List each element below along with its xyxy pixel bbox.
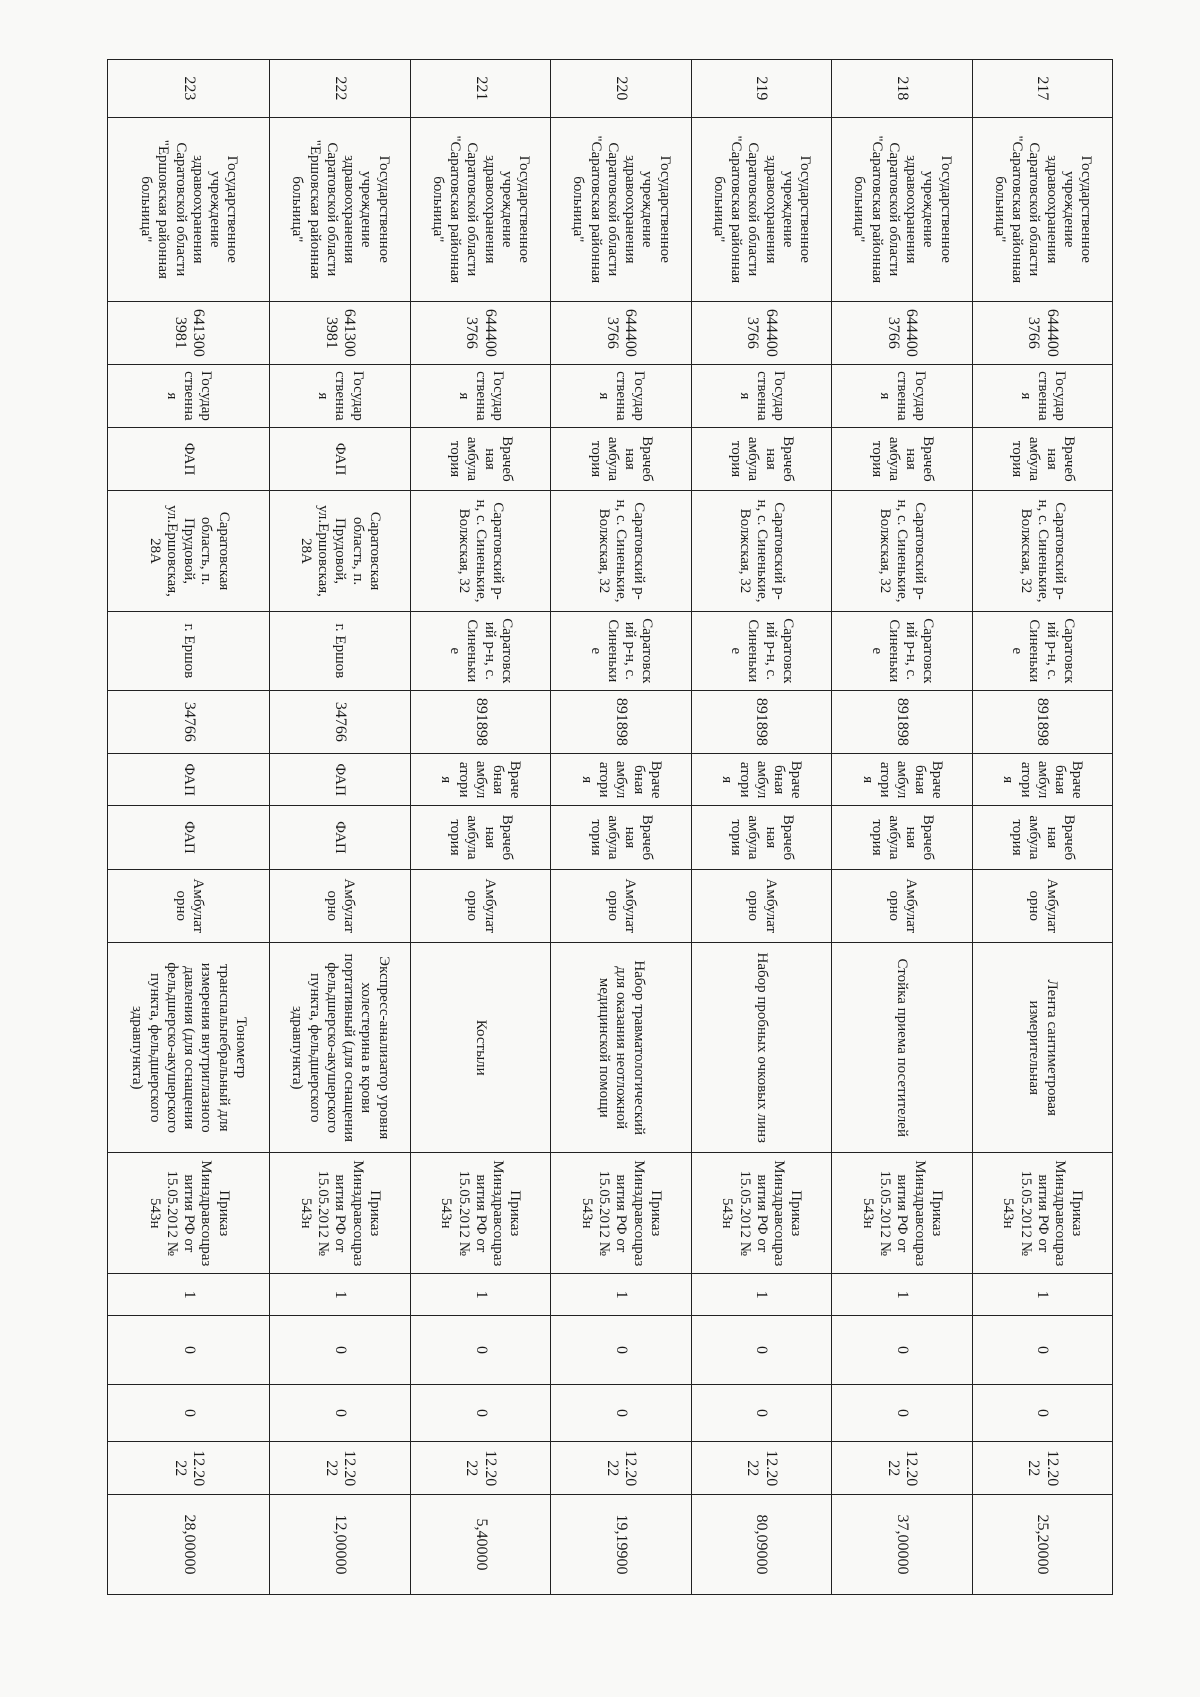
inn-code: 6413003981 xyxy=(108,301,270,364)
care-form: Амбулаторно xyxy=(972,869,1112,943)
locality: г. Ершов xyxy=(108,611,270,690)
unit-type-2: Врачебная амбулатория xyxy=(972,753,1112,806)
organization-name: Государственное учреждение здравоохранения Саратовской области "Саратовская районная больница" xyxy=(691,117,831,301)
equipment-name: Тонометр транспальпебральный для измерения внутриглазного давления (для оснащения фельдшерско-акушерского пункта, фельдшерского здравпункта) xyxy=(108,943,270,1153)
row-number: 221 xyxy=(410,60,550,118)
unit-address: Саратовская область, п. Прудовой, ул.Ершовская, 28А xyxy=(270,491,410,612)
table-row xyxy=(832,60,972,1595)
row-number: 220 xyxy=(551,60,691,118)
equipment-name: Костыли xyxy=(410,943,550,1153)
unit-type-2: ФАП xyxy=(108,753,270,806)
ownership-form: Государственная xyxy=(972,364,1112,427)
unit-type-2: Врачебная амбулатория xyxy=(410,753,550,806)
cost-value: 19,19900 xyxy=(551,1495,691,1595)
population: 891898 xyxy=(832,690,972,753)
unit-type-3: Врачебная амбулатория xyxy=(691,806,831,869)
care-form: Амбулаторно xyxy=(270,869,410,943)
available-count: 0 xyxy=(972,1316,1112,1384)
rotated-table-container xyxy=(107,59,1113,1595)
inn-code: 6444003766 xyxy=(691,301,831,364)
locality: Саратовский р-н, с. Синенькие xyxy=(832,611,972,690)
equipment-table xyxy=(107,59,1113,1595)
unit-type-3: Врачебная амбулатория xyxy=(551,806,691,869)
unit-type-2: Врачебная амбулатория xyxy=(691,753,831,806)
care-form: Амбулаторно xyxy=(551,869,691,943)
cost-value: 28,00000 xyxy=(108,1495,270,1595)
unit-type-2: ФАП xyxy=(270,753,410,806)
locality: Саратовский р-н, с. Синенькие xyxy=(972,611,1112,690)
planned-date: 12.2022 xyxy=(108,1442,270,1495)
ownership-form: Государственная xyxy=(410,364,550,427)
population: 34766 xyxy=(108,690,270,753)
inn-code: 6444003766 xyxy=(551,301,691,364)
equipment-table-frame xyxy=(107,59,1113,1595)
regulation-order: Приказ Минздравсоцразвития РФ от 15.05.2012 № 543н xyxy=(691,1153,831,1274)
care-form: Амбулаторно xyxy=(691,869,831,943)
unit-type: Врачебная амбулатория xyxy=(410,427,550,490)
locality: Саратовский р-н, с. Синенькие xyxy=(410,611,550,690)
unit-address: Саратовский р-н, с. Синенькие, Волжская, 32 xyxy=(972,491,1112,612)
table-row xyxy=(108,60,270,1595)
unit-type-3: Врачебная амбулатория xyxy=(410,806,550,869)
row-number: 222 xyxy=(270,60,410,118)
zero-value: 0 xyxy=(270,1384,410,1442)
planned-date: 12.2022 xyxy=(410,1442,550,1495)
unit-type-3: ФАП xyxy=(108,806,270,869)
planned-date: 12.2022 xyxy=(270,1442,410,1495)
need-count: 1 xyxy=(691,1274,831,1316)
need-count: 1 xyxy=(410,1274,550,1316)
equipment-name: Набор травматологический для оказания неотложной медицинской помощи xyxy=(551,943,691,1153)
table-row xyxy=(691,60,831,1595)
cost-value: 80,09000 xyxy=(691,1495,831,1595)
equipment-name: Лента сантиметровая измерительная xyxy=(972,943,1112,1153)
unit-address: Саратовский р-н, с. Синенькие, Волжская, 32 xyxy=(832,491,972,612)
equipment-name: Экспресс-анализатор уровня холестерина в крови портативный (для оснащения фельдшерско-акушерского пункта, фельдшерского здравпункта) xyxy=(270,943,410,1153)
zero-value: 0 xyxy=(410,1384,550,1442)
inn-code: 6444003766 xyxy=(972,301,1112,364)
organization-name: Государственное учреждение здравоохранения Саратовской области "Саратовская районная больница" xyxy=(972,117,1112,301)
cost-value: 37,00000 xyxy=(832,1495,972,1595)
organization-name: Государственное учреждение здравоохранения Саратовской области "Ершовская районная больница" xyxy=(108,117,270,301)
inn-code: 6444003766 xyxy=(832,301,972,364)
table-row xyxy=(410,60,550,1595)
organization-name: Государственное учреждение здравоохранения Саратовской области "Ершовская районная больница" xyxy=(270,117,410,301)
available-count: 0 xyxy=(410,1316,550,1384)
cost-value: 5,40000 xyxy=(410,1495,550,1595)
table-row xyxy=(972,60,1112,1595)
need-count: 1 xyxy=(270,1274,410,1316)
equipment-name: Стойка приема посетителей xyxy=(832,943,972,1153)
organization-name: Государственное учреждение здравоохранения Саратовской области "Саратовская районная больница" xyxy=(551,117,691,301)
unit-type-3: Врачебная амбулатория xyxy=(972,806,1112,869)
organization-name: Государственное учреждение здравоохранения Саратовской области "Саратовская районная больница" xyxy=(832,117,972,301)
inn-code: 6413003981 xyxy=(270,301,410,364)
locality: Саратовский р-н, с. Синенькие xyxy=(551,611,691,690)
zero-value: 0 xyxy=(108,1384,270,1442)
population: 891898 xyxy=(691,690,831,753)
zero-value: 0 xyxy=(972,1384,1112,1442)
cost-value: 12,00000 xyxy=(270,1495,410,1595)
planned-date: 12.2022 xyxy=(972,1442,1112,1495)
unit-type: ФАП xyxy=(108,427,270,490)
unit-type-3: Врачебная амбулатория xyxy=(832,806,972,869)
population: 891898 xyxy=(972,690,1112,753)
ownership-form: Государственная xyxy=(832,364,972,427)
organization-name: Государственное учреждение здравоохранения Саратовской области "Саратовская районная больница" xyxy=(410,117,550,301)
planned-date: 12.2022 xyxy=(832,1442,972,1495)
zero-value: 0 xyxy=(691,1384,831,1442)
available-count: 0 xyxy=(108,1316,270,1384)
row-number: 217 xyxy=(972,60,1112,118)
unit-type-2: Врачебная амбулатория xyxy=(551,753,691,806)
unit-type: Врачебная амбулатория xyxy=(691,427,831,490)
ownership-form: Государственная xyxy=(691,364,831,427)
row-number: 219 xyxy=(691,60,831,118)
population: 891898 xyxy=(410,690,550,753)
unit-address: Саратовский р-н, с. Синенькие, Волжская, 32 xyxy=(691,491,831,612)
ownership-form: Государственная xyxy=(551,364,691,427)
care-form: Амбулаторно xyxy=(832,869,972,943)
regulation-order: Приказ Минздравсоцразвития РФ от 15.05.2012 № 543н xyxy=(972,1153,1112,1274)
need-count: 1 xyxy=(972,1274,1112,1316)
planned-date: 12.2022 xyxy=(551,1442,691,1495)
available-count: 0 xyxy=(551,1316,691,1384)
available-count: 0 xyxy=(270,1316,410,1384)
table-body xyxy=(108,60,1113,1595)
locality: г. Ершов xyxy=(270,611,410,690)
zero-value: 0 xyxy=(832,1384,972,1442)
zero-value: 0 xyxy=(551,1384,691,1442)
unit-address: Саратовский р-н, с. Синенькие, Волжская, 32 xyxy=(551,491,691,612)
available-count: 0 xyxy=(832,1316,972,1384)
row-number: 218 xyxy=(832,60,972,118)
need-count: 1 xyxy=(108,1274,270,1316)
regulation-order: Приказ Минздравсоцразвития РФ от 15.05.2012 № 543н xyxy=(108,1153,270,1274)
regulation-order: Приказ Минздравсоцразвития РФ от 15.05.2012 № 543н xyxy=(832,1153,972,1274)
unit-address: Саратовский р-н, с. Синенькие, Волжская, 32 xyxy=(410,491,550,612)
regulation-order: Приказ Минздравсоцразвития РФ от 15.05.2012 № 543н xyxy=(551,1153,691,1274)
ownership-form: Государственная xyxy=(270,364,410,427)
table-row xyxy=(551,60,691,1595)
cost-value: 25,20000 xyxy=(972,1495,1112,1595)
population: 34766 xyxy=(270,690,410,753)
ownership-form: Государственная xyxy=(108,364,270,427)
need-count: 1 xyxy=(551,1274,691,1316)
care-form: Амбулаторно xyxy=(108,869,270,943)
regulation-order: Приказ Минздравсоцразвития РФ от 15.05.2012 № 543н xyxy=(270,1153,410,1274)
unit-type: Врачебная амбулатория xyxy=(972,427,1112,490)
need-count: 1 xyxy=(832,1274,972,1316)
care-form: Амбулаторно xyxy=(410,869,550,943)
unit-address: Саратовская область, п. Прудовой, ул.Ершовская, 28А xyxy=(108,491,270,612)
planned-date: 12.2022 xyxy=(691,1442,831,1495)
unit-type: Врачебная амбулатория xyxy=(551,427,691,490)
population: 891898 xyxy=(551,690,691,753)
locality: Саратовский р-н, с. Синенькие xyxy=(691,611,831,690)
row-number: 223 xyxy=(108,60,270,118)
unit-type-3: ФАП xyxy=(270,806,410,869)
unit-type: Врачебная амбулатория xyxy=(832,427,972,490)
unit-type-2: Врачебная амбулатория xyxy=(832,753,972,806)
equipment-name: Набор пробных очковых линз xyxy=(691,943,831,1153)
inn-code: 6444003766 xyxy=(410,301,550,364)
table-row xyxy=(270,60,410,1595)
regulation-order: Приказ Минздравсоцразвития РФ от 15.05.2012 № 543н xyxy=(410,1153,550,1274)
available-count: 0 xyxy=(691,1316,831,1384)
unit-type: ФАП xyxy=(270,427,410,490)
